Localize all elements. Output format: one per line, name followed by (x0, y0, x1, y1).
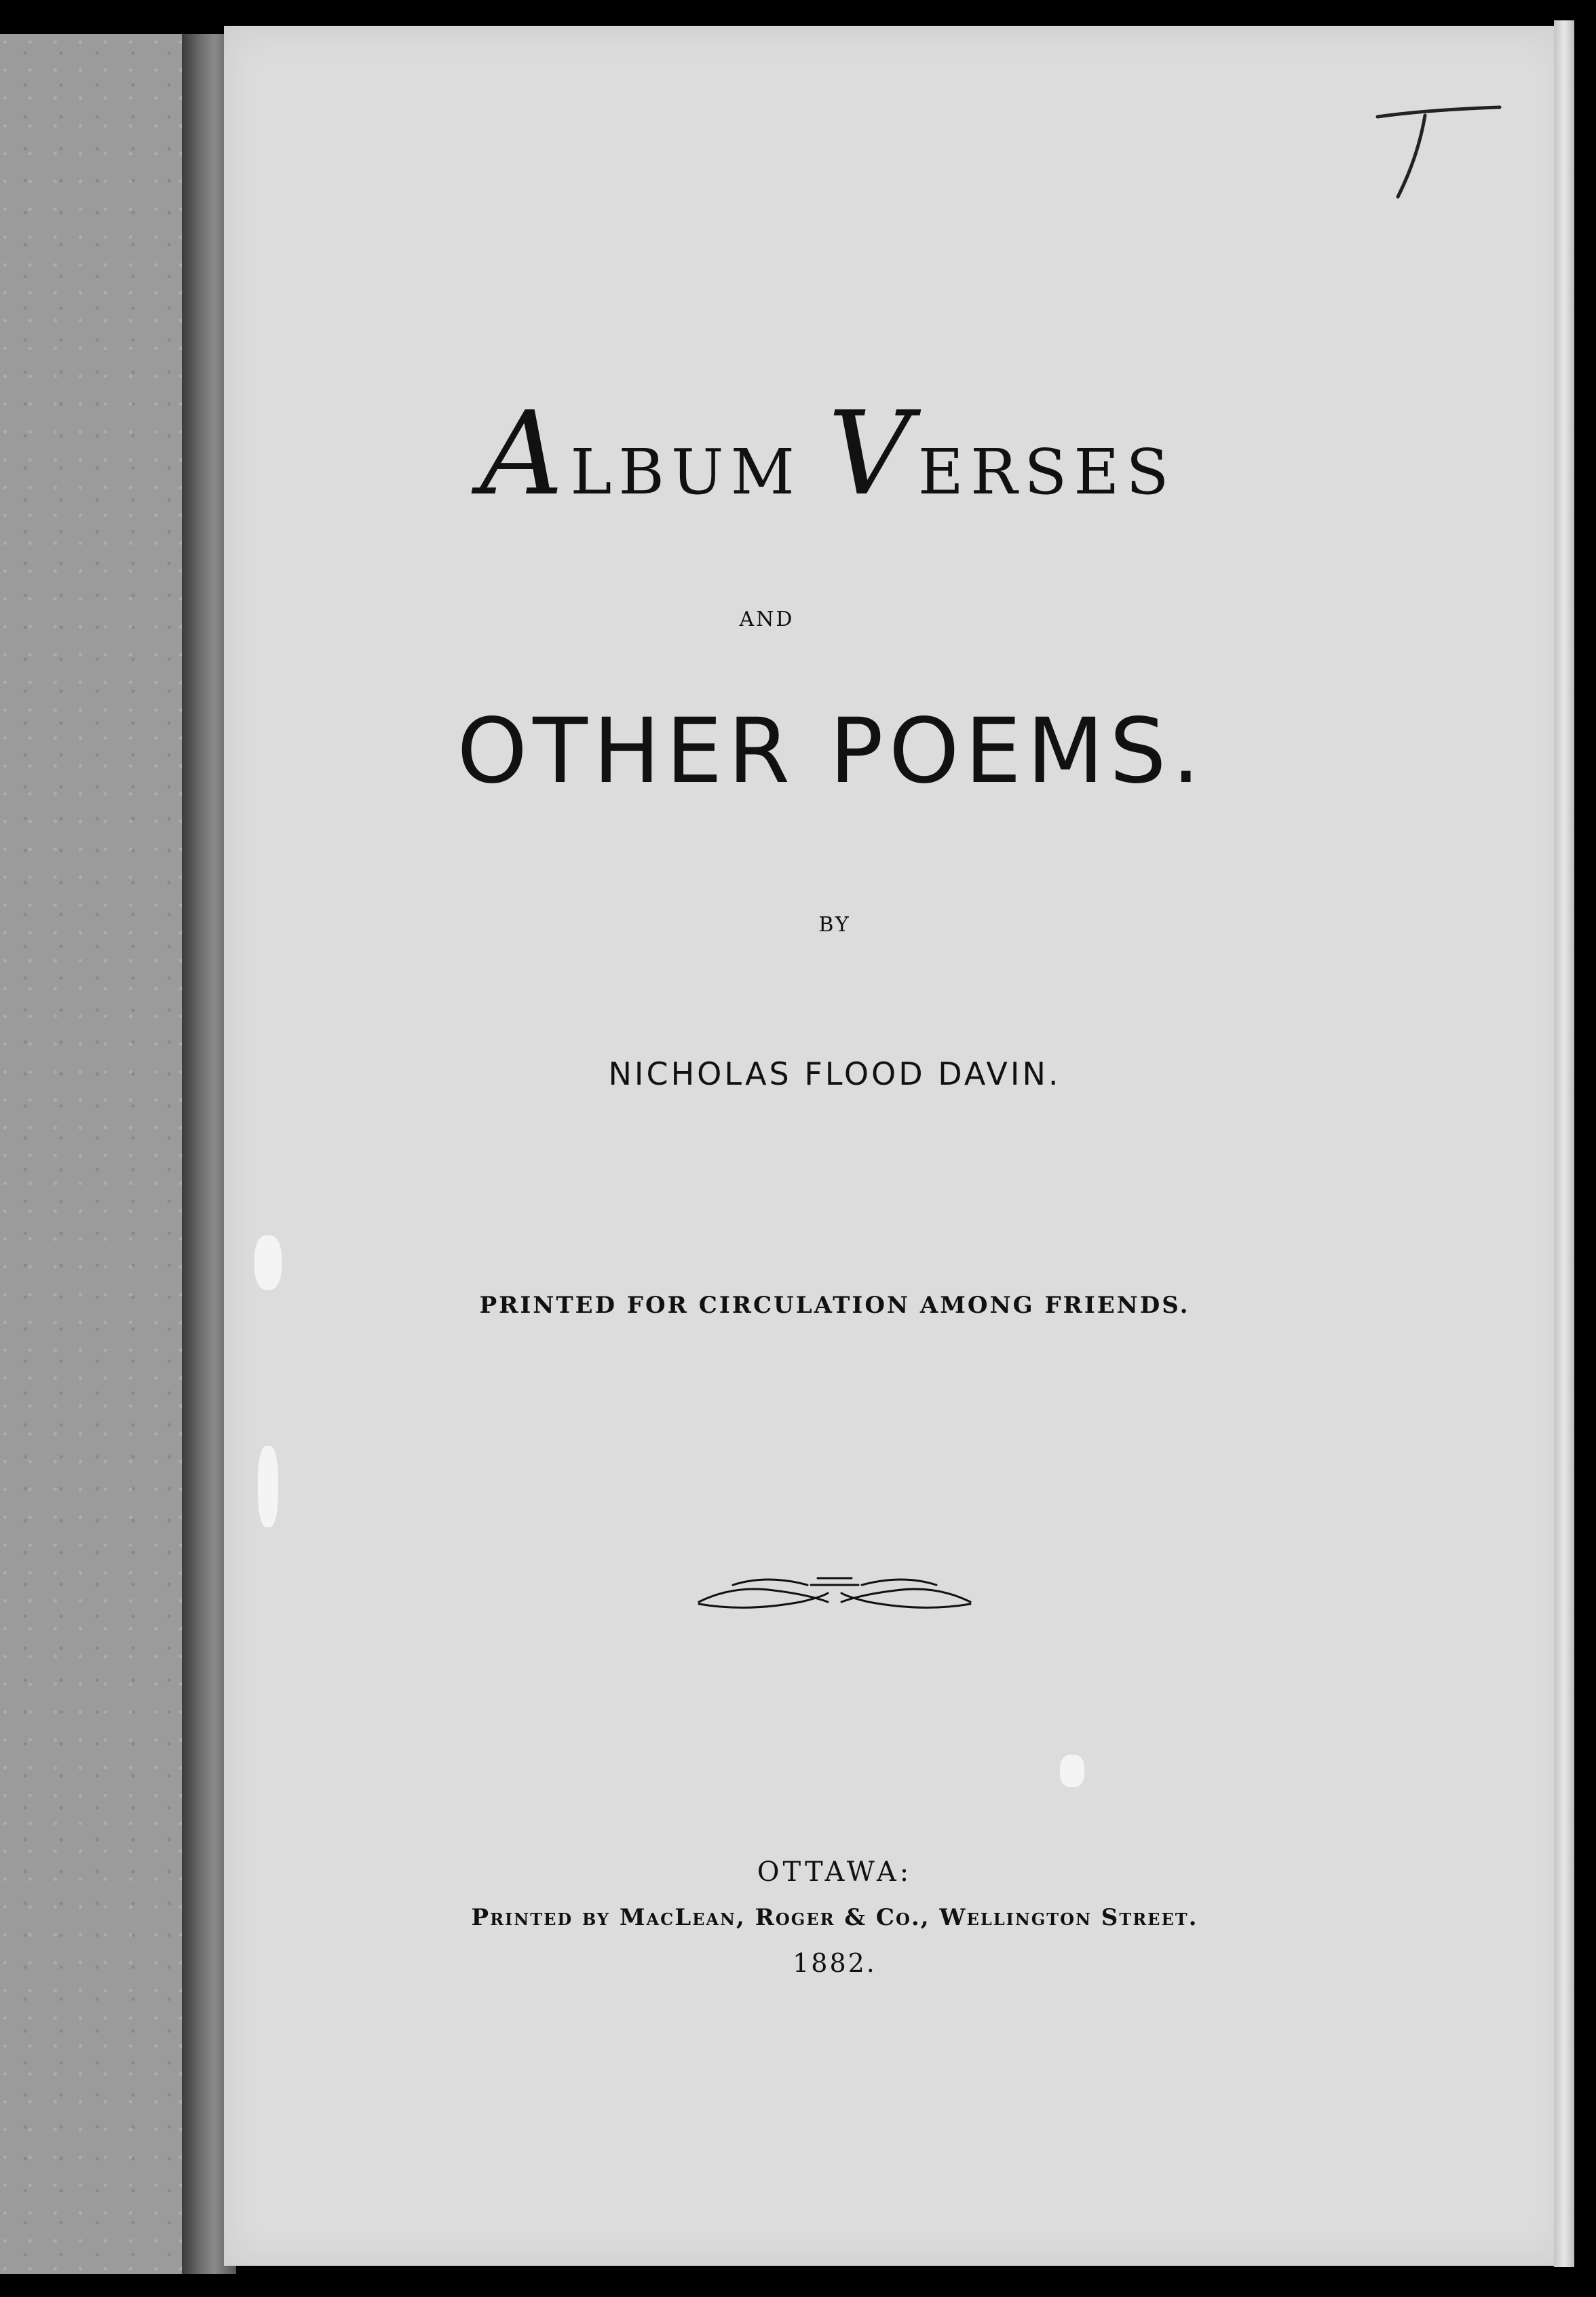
circulation-note: PRINTED FOR CIRCULATION AMONG FRIENDS. (479, 1292, 1190, 1319)
publication-city: OTTAWA: (757, 1856, 913, 1888)
title-initial-a: A (480, 387, 571, 521)
by-text: BY (818, 913, 851, 937)
book-cover-board (0, 34, 204, 2274)
title-initial-v: V (828, 387, 918, 521)
title-line-1 (353, 387, 1303, 521)
pencil-annotation (1364, 102, 1506, 204)
page-edge (1554, 20, 1574, 2267)
title-line-2: OTHER POEMS. (457, 699, 1206, 804)
title-word-verses: ERSES (917, 436, 1176, 508)
paper-blemish (254, 1235, 282, 1290)
title-word-album: LBUM (570, 436, 829, 508)
paper-blemish (258, 1446, 278, 1527)
paper-blemish (1060, 1755, 1084, 1787)
publication-year: 1882. (793, 1948, 877, 1978)
conjunction-text: AND (739, 608, 795, 631)
printer-imprint: Printed by MacLean, Roger & Co., Wellington Street. (471, 1904, 1198, 1931)
author-name: NICHOLAS FLOOD DAVIN. (608, 1056, 1061, 1092)
decorative-flourish-icon (692, 1565, 977, 1622)
